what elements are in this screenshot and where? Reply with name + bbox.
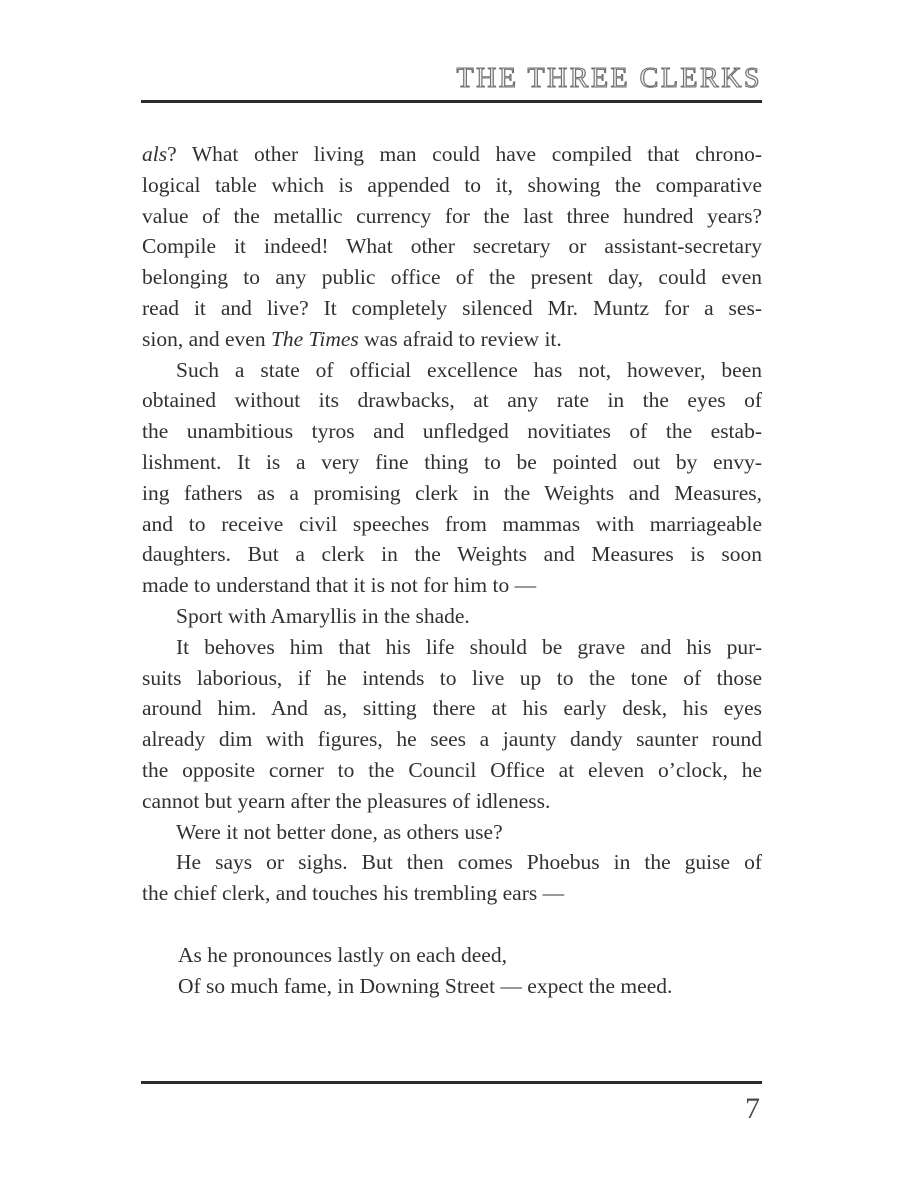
italic-text-segment: als — [142, 142, 168, 166]
text-line — [142, 231, 762, 262]
text-line — [142, 755, 762, 786]
page-number: 7 — [745, 1092, 760, 1125]
text-segment: Of so much fame, in Downing Street — expect the meed. — [178, 973, 673, 998]
text-line — [142, 355, 762, 386]
text-segment: cannot but yearn after the pleasures of idleness. — [142, 788, 551, 813]
text-line — [142, 601, 762, 632]
text-line — [142, 693, 762, 724]
text-segment: It behoves him that his life should be grave and his pur- — [176, 634, 762, 659]
text-line — [142, 509, 762, 540]
text-segment: lishment. It is a very fine thing to be pointed out by envy- — [142, 449, 762, 474]
text-line — [142, 324, 762, 355]
text-line — [142, 878, 762, 909]
text-segment: logical table which is appended to it, showing the comparative — [142, 172, 762, 197]
body-text — [142, 139, 762, 1002]
italic-text-segment: The Times — [270, 326, 359, 351]
text-line — [142, 447, 762, 478]
text-segment: value of the metallic currency for the last three hundred years? — [142, 203, 762, 228]
text-line — [142, 170, 762, 201]
text-line — [142, 817, 762, 848]
text-segment: As he pronounces lastly on each deed, — [178, 942, 507, 967]
text-line — [142, 478, 762, 509]
text-segment: Were it not better done, as others use? — [176, 819, 503, 844]
text-segment: Such a state of official excellence has not, however, been — [176, 357, 762, 382]
text-line — [142, 293, 762, 324]
text-segment: He says or sighs. But then comes Phoebus in the guise of — [176, 850, 762, 875]
text-segment: suits laborious, if he intends to live up to the tone of those — [142, 665, 762, 690]
text-segment: belonging to any public office of the present day, could even — [142, 265, 762, 290]
text-segment: made to understand that it is not for him to — — [142, 573, 537, 598]
text-segment: the opposite corner to the Council Office at eleven o’clock, he — [142, 757, 762, 782]
text-line — [142, 416, 762, 447]
text-line — [142, 139, 762, 170]
text-segment: ? What other living man could have compiled that chrono- — [167, 142, 762, 166]
text-line — [142, 201, 762, 232]
text-line — [142, 385, 762, 416]
text-segment: Sport with Amaryllis in the shade. — [176, 603, 470, 628]
text-line — [142, 570, 762, 601]
text-line — [142, 724, 762, 755]
text-segment: around him. And as, sitting there at his early desk, his eyes — [142, 696, 762, 721]
text-line — [178, 940, 762, 971]
text-line — [142, 786, 762, 817]
text-segment: read it and live? It completely silenced Mr. Muntz for a ses- — [142, 295, 762, 320]
text-segment: Compile it indeed! What other secretary or assistant-secretary — [142, 234, 762, 259]
text-line — [142, 632, 762, 663]
text-line — [142, 847, 762, 878]
text-segment: ing fathers as a promising clerk in the Weights and Measures, — [142, 480, 762, 505]
text-segment: the chief clerk, and touches his trembling ears — — [142, 881, 565, 906]
text-line — [142, 663, 762, 694]
footer-rule — [141, 1081, 762, 1084]
text-segment: and to receive civil speeches from mammas with marriageable — [142, 511, 762, 536]
text-segment: obtained without its drawbacks, at any rate in the eyes of — [142, 388, 762, 413]
running-header-title: THE THREE CLERKS — [456, 63, 762, 94]
text-line — [142, 539, 762, 570]
text-line — [142, 262, 762, 293]
text-line — [178, 971, 762, 1002]
text-segment: the unambitious tyros and unfledged novitiates of the estab- — [142, 419, 762, 444]
text-segment: was afraid to review it. — [358, 326, 562, 351]
text-segment: daughters. But a clerk in the Weights and Measures is soon — [142, 542, 762, 567]
header-rule — [141, 100, 762, 103]
text-segment: already dim with figures, he sees a jaunty dandy saunter round — [142, 727, 762, 752]
text-segment: sion, and even — [142, 326, 271, 351]
